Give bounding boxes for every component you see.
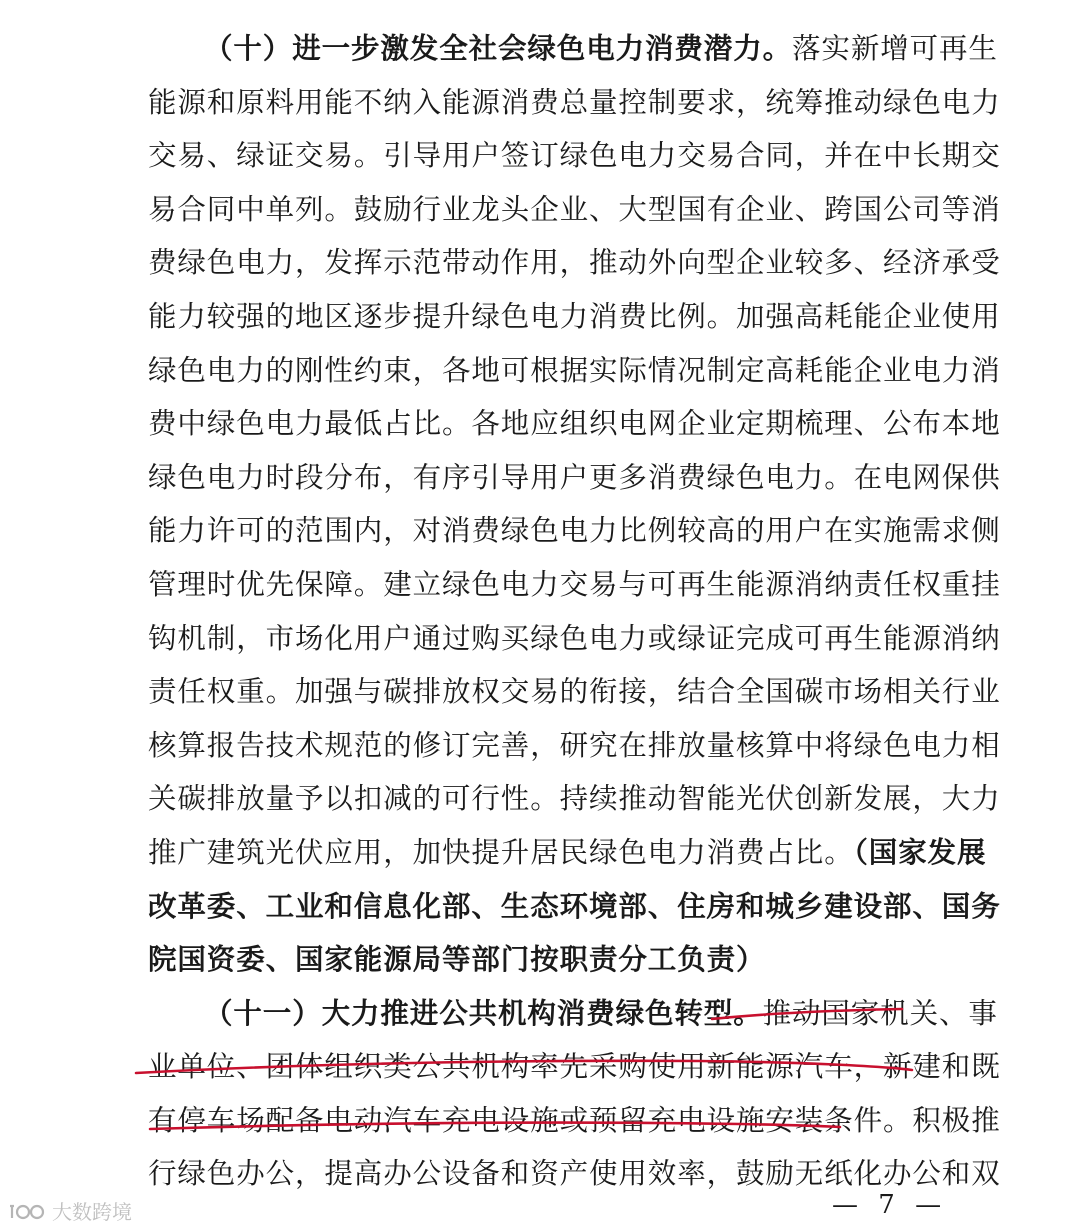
text-run: 费绿色电力，发挥示范带动作用，推动外向型企业较多、经济承受 <box>148 246 1001 280</box>
text-line <box>148 612 1001 666</box>
text-line <box>148 665 1001 719</box>
page-number: — 7 — <box>832 1190 948 1220</box>
text-run: 能力许可的范围内，对消费绿色电力比例较高的用户在实施需求侧 <box>148 514 1001 548</box>
text-line <box>148 558 1001 612</box>
text-line <box>148 451 1001 505</box>
text-line <box>148 504 1001 558</box>
text-line <box>148 987 998 1041</box>
bold-text-run: （十一）大力推进公共机构消费绿色转型。 <box>204 995 763 1030</box>
text-run: 费中绿色电力最低占比。各地应组织电网企业定期梳理、公布本地 <box>148 407 1001 441</box>
text-run: 绿色电力的刚性约束，各地可根据实际情况制定高耗能企业电力消 <box>148 353 1001 387</box>
text-line <box>148 826 987 880</box>
text-line <box>148 344 1001 398</box>
text-run: 推动国家机关、事 <box>762 996 998 1030</box>
text-run: 有停车场配备电动汽车充电设施或预留充电设施安装条件。积极推 <box>148 1103 1001 1137</box>
text-line <box>148 1094 1001 1148</box>
text-run: 管理时优先保障。建立绿色电力交易与可再生能源消纳责任权重挂 <box>148 567 1001 601</box>
text-line <box>148 183 1001 237</box>
bold-text-run: （国家发展 <box>853 834 987 869</box>
text-line <box>148 129 1001 183</box>
text-run: 能力较强的地区逐步提升绿色电力消费比例。加强高耗能企业使用 <box>148 299 1001 333</box>
text-run: 落实新增可再生 <box>792 32 998 65</box>
text-run: 钩机制，市场化用户通过购买绿色电力或绿证完成可再生能源消纳 <box>148 621 1001 655</box>
watermark-text: 大数跨境 <box>52 1200 132 1224</box>
text-line <box>148 1147 1001 1201</box>
bold-text-run: 改革委、工业和信息化部、生态环境部、住房和城乡建设部、国务 <box>148 888 1001 923</box>
text-line <box>148 772 1001 826</box>
text-line <box>148 22 998 76</box>
text-run: 绿色电力时段分布，有序引导用户更多消费绿色电力。在电网保供 <box>148 460 1001 494</box>
text-line <box>148 880 1001 934</box>
watermark <box>8 1196 132 1225</box>
text-line <box>148 933 938 987</box>
text-line <box>148 236 1001 290</box>
text-run: 关碳排放量予以扣减的可行性。持续推动智能光伏创新发展，大力 <box>148 782 1001 816</box>
text-line <box>148 1040 1001 1094</box>
text-run: 交易、绿证交易。引导用户签订绿色电力交易合同，并在中长期交 <box>148 139 1001 173</box>
text-run: 责任权重。加强与碳排放权交易的衔接，结合全国碳市场相关行业 <box>148 675 1001 709</box>
bold-text-run: 院国资委、国家能源局等部门按职责分工负责） <box>148 942 766 977</box>
text-run: 行绿色办公，提高办公设备和资产使用效率，鼓励无纸化办公和双 <box>148 1157 1001 1191</box>
text-run: 推广建筑光伏应用，加快提升居民绿色电力消费占比。 <box>148 835 854 869</box>
text-run: 能源和原料用能不纳入能源消费总量控制要求，统筹推动绿色电力 <box>148 85 1001 119</box>
document-body <box>148 22 1001 1201</box>
text-run: 核算报告技术规范的修订完善，研究在排放量核算中将绿色电力相 <box>148 728 1001 762</box>
text-run: 业单位、团体组织类公共机构率先采购使用新能源汽车，新建和既 <box>148 1050 1001 1084</box>
text-run: 易合同中单列。鼓励行业龙头企业、大型国有企业、跨国公司等消 <box>148 192 1001 226</box>
text-line <box>148 76 1001 130</box>
text-line <box>148 290 1001 344</box>
text-line <box>148 719 1001 773</box>
watermark-logo-icon <box>8 1198 46 1224</box>
text-line <box>148 397 1001 451</box>
bold-text-run: （十）进一步激发全社会绿色电力消费潜力。 <box>204 31 793 65</box>
